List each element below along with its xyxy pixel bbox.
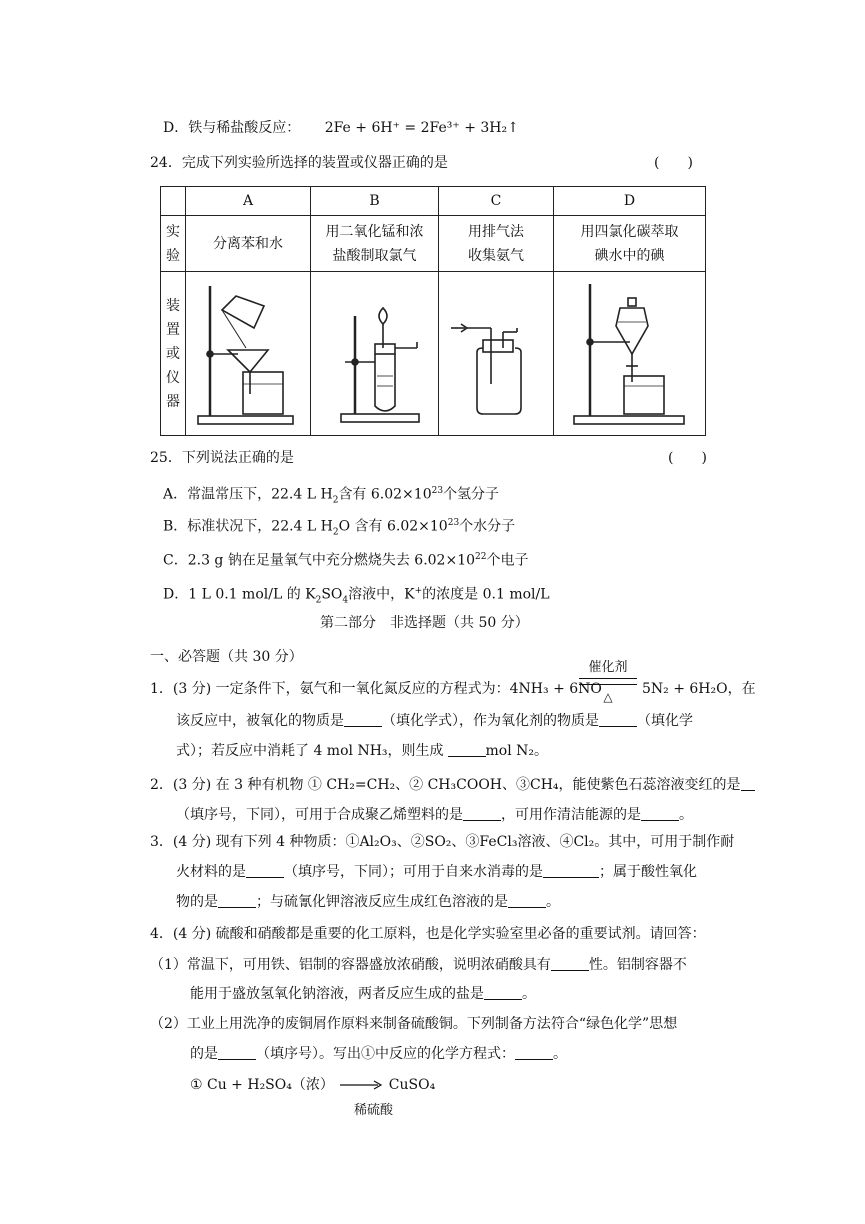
answer-blank[interactable]	[246, 863, 284, 878]
method-1: ① Cu + H₂SO₄（浓） CuSO₄	[190, 1077, 436, 1093]
p4-sub1-line1: （1）常温下，可用铁、铝制的容器盛放浓硝酸，说明浓硝酸具有 性。铝制容器不	[150, 957, 687, 973]
q25-answer-paren: ( )	[668, 450, 707, 466]
q25-option-d: D．1 L 0.1 mol/L 的 $K_2SO_4$溶液中，K+的浓度是 0.1 mol/L	[163, 586, 550, 606]
answer-blank[interactable]	[484, 985, 522, 1000]
p4-sub1-line2: 能用于盛放氢氧化钠溶液，两者反应生成的盐是 。	[190, 986, 536, 1002]
q25-option-a: A．常温常压下，22.4 L $H_2$含有 $6.02\times 10^{23}$个氢分子	[163, 486, 500, 506]
chlorine-generator-icon	[313, 276, 437, 432]
answer-blank[interactable]	[508, 893, 546, 908]
answer-blank[interactable]	[599, 712, 637, 727]
q23-equation: 2Fe + 6H⁺ = 2Fe³⁺ + 3H₂↑	[324, 120, 519, 136]
p2-line2: （填序号，下同），可用于合成聚乙烯塑料的是 ，可用作清洁能源的是 。	[176, 807, 693, 823]
col-header-b: B	[311, 187, 439, 216]
p1-line2: 该反应中，被氧化的物质是 （填化学式），作为氧化剂的物质是 （填化学	[176, 713, 693, 729]
row-header-experiment: 实 验	[161, 216, 186, 272]
p3-line3: 物的是 ；与硫氰化钾溶液反应生成红色溶液的是 。	[176, 894, 560, 910]
answer-blank[interactable]	[218, 1045, 256, 1060]
experiment-d: 用四氯化碳萃取 碘水中的碘	[554, 216, 706, 272]
answer-blank[interactable]	[344, 712, 382, 727]
gas-collection-bottle-icon	[441, 276, 551, 432]
answer-blank[interactable]	[515, 1045, 553, 1060]
section1-title: 一、必答题（共 30 分）	[150, 649, 303, 665]
arrow-right-icon	[340, 1080, 382, 1090]
q25-option-b: B．标准状况下，22.4 L $H_2O$ 含有 $6.02\times 10^{23}$个水分子	[163, 518, 516, 538]
filtration-apparatus-icon	[188, 276, 308, 432]
q25-option-c: C．2.3 g 钠在足量氧气中充分燃烧失去 $6.02\times 10^{22}$个电子	[163, 552, 529, 569]
answer-blank[interactable]	[463, 806, 501, 821]
separatory-funnel-icon	[560, 276, 700, 432]
apparatus-b	[311, 272, 439, 436]
p3-line1: 3．(4 分) 现有下列 4 种物质：①Al₂O₃、②SO₂、③FeCl₃溶液、④Cl₂。其中，可用于制作耐	[150, 834, 735, 850]
experiment-b: 用二氧化锰和浓 盐酸制取氯气	[311, 216, 439, 272]
p4-sub2-line1: （2）工业上用洗净的废铜屑作原料来制备硫酸铜。下列制备方法符合“绿色化学”思想	[150, 1016, 678, 1032]
heat-symbol: △	[603, 690, 613, 704]
col-header-d: D	[554, 187, 706, 216]
answer-blank[interactable]	[641, 806, 679, 821]
answer-blank[interactable]	[218, 893, 256, 908]
method-2-reagent: 稀硫酸	[354, 1103, 394, 1118]
q23-option-d: D．铁与稀盐酸反应： 2Fe + 6H⁺ = 2Fe³⁺ + 3H₂↑	[163, 120, 519, 136]
answer-blank[interactable]	[551, 956, 589, 971]
part2-title: 第二部分 非选择题（共 50 分）	[320, 615, 529, 631]
reaction-equals-sign	[579, 678, 637, 685]
col-header-a: A	[186, 187, 311, 216]
q25-stem: 25．下列说法正确的是	[150, 450, 294, 466]
col-header-c: C	[439, 187, 554, 216]
experiment-table	[160, 186, 706, 436]
apparatus-d	[554, 272, 706, 436]
p4-sub2-line2: 的是 （填序号）。写出①中反应的化学方程式： 。	[190, 1046, 567, 1062]
experiment-a: 分离苯和水	[186, 216, 311, 272]
p1-line1-products: 5N₂ + 6H₂O，在	[642, 681, 756, 697]
p1-line1: 1．(3 分) 一定条件下，氨气和一氧化氮反应的方程式为：4NH₃ + 6NO	[150, 681, 602, 697]
answer-blank[interactable]	[543, 863, 599, 878]
experiment-c: 用排气法 收集氨气	[439, 216, 554, 272]
answer-blank[interactable]	[741, 776, 755, 791]
p1-line3: 式）；若反应中消耗了 4 mol NH₃，则生成 mol N₂。	[176, 743, 549, 759]
p3-line2: 火材料的是 （填序号，下同）；可用于自来水消毒的是 ；属于酸性氧化	[176, 864, 697, 880]
q24-stem: 24．完成下列实验所选择的装置或仪器正确的是	[150, 155, 448, 171]
row-header-apparatus: 装 置 或 仪 器	[161, 272, 186, 436]
answer-blank[interactable]	[448, 742, 486, 757]
p4-line1: 4．(4 分) 硫酸和硝酸都是重要的化工原料，也是化学实验室里必备的重要试剂。请回答：	[150, 926, 706, 942]
q24-answer-paren: ( )	[654, 155, 693, 171]
catalyst-label: 催化剂	[588, 660, 628, 675]
apparatus-a	[186, 272, 311, 436]
p2-line1: 2．(3 分) 在 3 种有机物 ① CH₂=CH₂、② CH₃COOH、③CH₄，能使紫色石蕊溶液变红的是	[150, 776, 755, 794]
apparatus-c	[439, 272, 554, 436]
